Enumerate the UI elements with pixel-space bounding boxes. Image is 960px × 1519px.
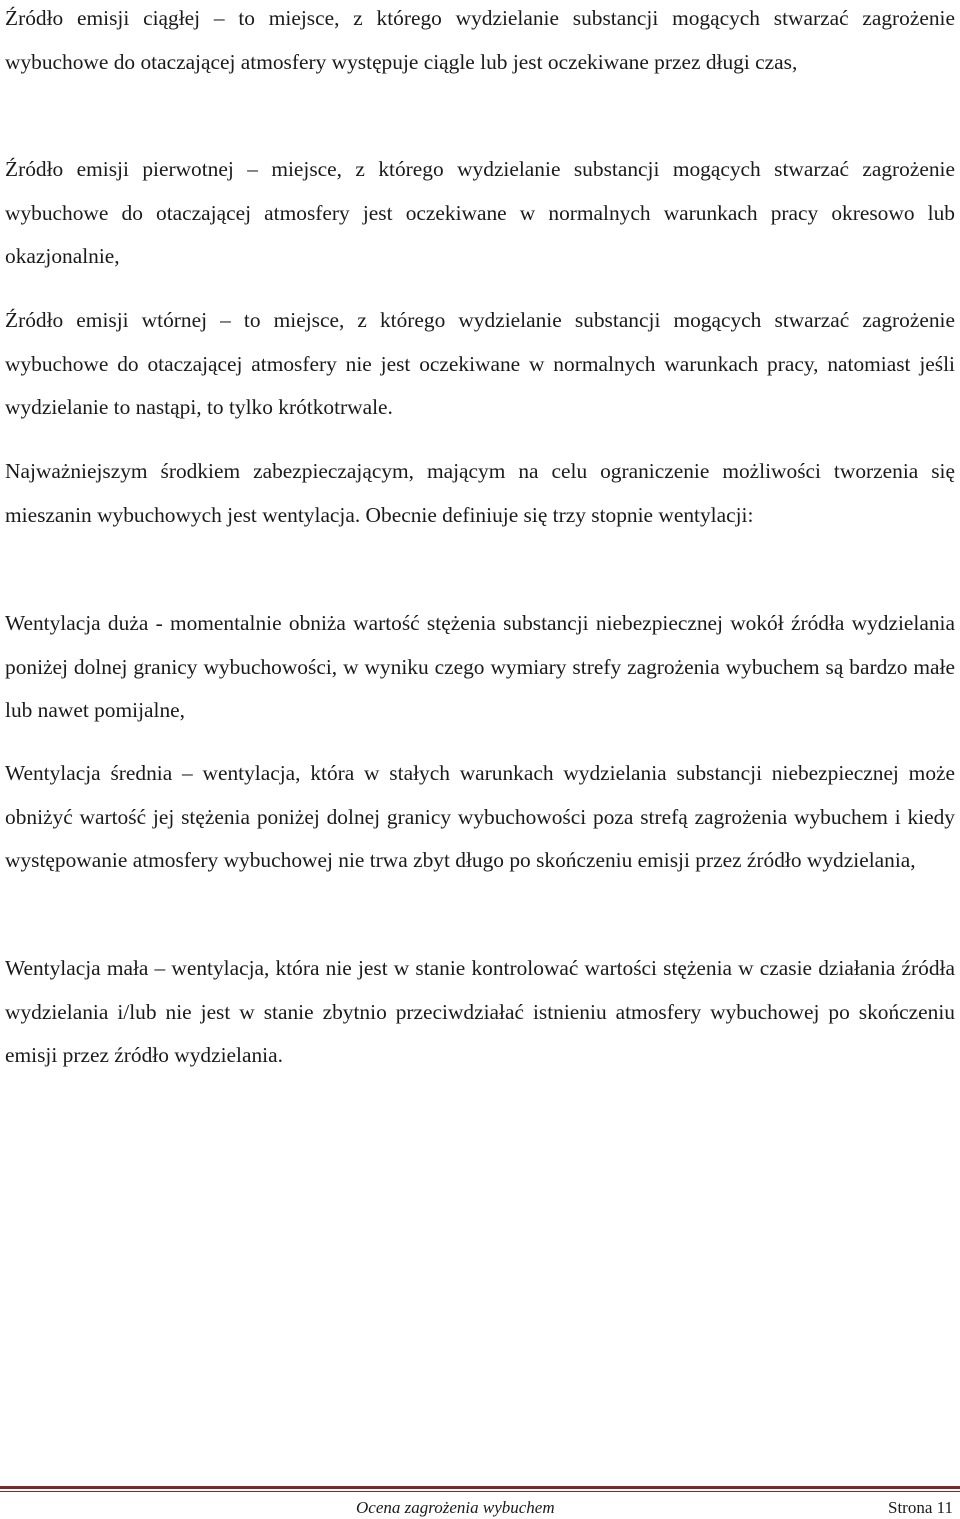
footer-rule-thick bbox=[0, 1486, 960, 1489]
paragraph-ventilation-intro: Najważniejszym środkiem zabezpieczającym, mającym na celu ograniczenie możliwości tworzenia się mieszanin wybuchowych jest wentylacja. Obecnie definiuje się trzy stopnie wentylacji: bbox=[5, 459, 955, 527]
paragraph-ventilation-medium: Wentylacja średnia – wentylacja, która w stałych warunkach wydzielania substancji niebezpiecznej może obniżyć wartość jej stężenia poniżej dolnej granicy wybuchowości poza strefą zagrożenia wybuchem i kiedy występowanie atmosfery wybuchowej nie trwa zbyt długo po skończeniu emisji przez źródło wydzielania, bbox=[5, 761, 955, 872]
paragraph-continuous-emission-source: Źródło emisji ciągłej – to miejsce, z którego wydzielanie substancji mogących stwarzać zagrożenie wybuchowe do otaczającej atmosfery występuje ciągle lub jest oczekiwane przez długi czas, bbox=[5, 6, 955, 74]
footer-page-number: Strona 11 bbox=[888, 1498, 954, 1517]
paragraph-secondary-emission-source: Źródło emisji wtórnej – to miejsce, z którego wydzielanie substancji mogących stwarzać zagrożenie wybuchowe do otaczającej atmosfery nie jest oczekiwane w normalnych warunkach pracy, natomiast jeśli wydzielanie to nastąpi, to tylko krótkotrwale. bbox=[5, 308, 955, 419]
footer-document-title: Ocena zagrożenia wybuchem bbox=[356, 1498, 555, 1517]
paragraph-ventilation-high: Wentylacja duża - momentalnie obniża wartość stężenia substancji niebezpiecznej wokół źródła wydzielania poniżej dolnej granicy wybuchowości, w wyniku czego wymiary strefy zagrożenia wybuchem są bardzo małe lub nawet pomijalne, bbox=[5, 611, 955, 722]
paragraph-ventilation-low: Wentylacja mała – wentylacja, która nie jest w stanie kontrolować wartości stężenia w czasie działania źródła wydzielania i/lub nie jest w stanie zbytnio przeciwdziałać istnieniu atmosfery wybuchowej po skończeniu emisji przez źródło wydzielania. bbox=[5, 956, 955, 1067]
footer-rule-thin bbox=[0, 1491, 960, 1492]
paragraph-primary-emission-source: Źródło emisji pierwotnej – miejsce, z którego wydzielanie substancji mogących stwarzać zagrożenie wybuchowe do otaczającej atmosfery jest oczekiwane w normalnych warunkach pracy okresowo lub okazjonalnie, bbox=[5, 157, 955, 268]
